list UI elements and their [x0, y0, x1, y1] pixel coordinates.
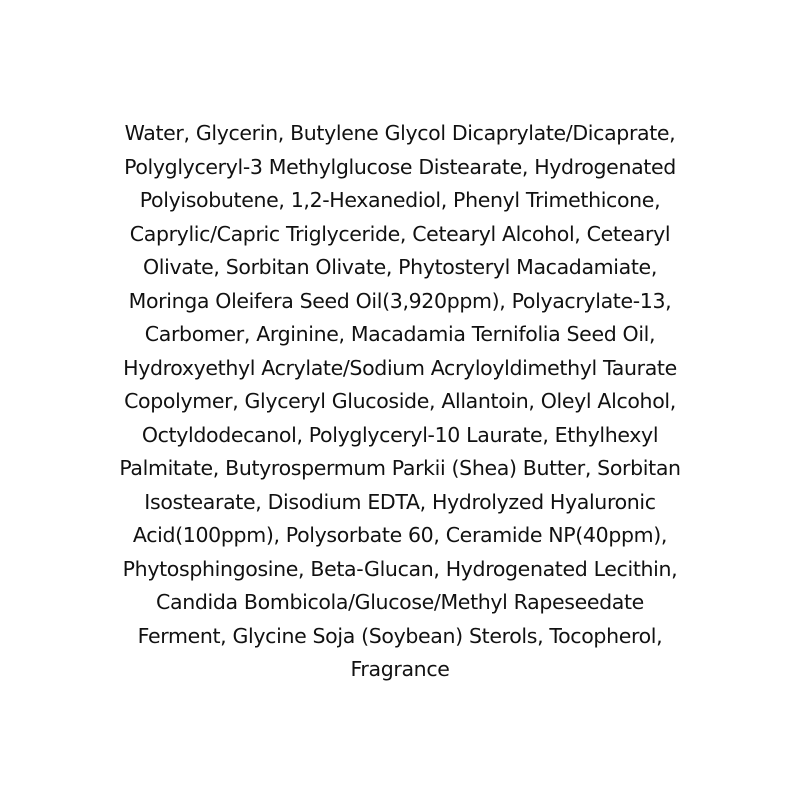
ingredient-line: Ferment, Glycine Soja (Soybean) Sterols, Tocopherol,: [137, 623, 663, 648]
ingredient-line: Candida Bombicola/Glucose/Methyl Rapeseedate: [156, 590, 644, 614]
ingredient-line: Isostearate, Disodium EDTA, Hydrolyzed Hyaluronic: [144, 489, 656, 514]
ingredient-line: Hydroxyethyl Acrylate/Sodium Acryloyldimethyl Taurate: [123, 355, 677, 380]
ingredient-line: Carbomer, Arginine, Macadamia Ternifolia Seed Oil,: [144, 322, 656, 346]
ingredient-line: Phytosphingosine, Beta-Glucan, Hydrogenated Lecithin,: [122, 556, 678, 581]
ingredient-line: Moringa Oleifera Seed Oil(3,920ppm), Polyacrylate-13,: [128, 288, 672, 313]
ingredient-line: Polyglyceryl-3 Methylglucose Distearate, Hydrogenated: [124, 154, 676, 179]
ingredient-list: [60, 117, 740, 687]
ingredient-line: Fragrance: [350, 657, 450, 681]
ingredient-line: Palmitate, Butyrospermum Parkii (Shea) Butter, Sorbitan: [119, 456, 681, 480]
ingredient-line: Olivate, Sorbitan Olivate, Phytosteryl Macadamiate,: [143, 255, 657, 279]
ingredient-line: Acid(100ppm), Polysorbate 60, Ceramide NP(40ppm),: [132, 523, 668, 547]
ingredient-line: Water, Glycerin, Butylene Glycol Dicaprylate/Dicaprate,: [124, 121, 676, 145]
ingredient-line: Copolymer, Glyceryl Glucoside, Allantoin, Oleyl Alcohol,: [124, 389, 676, 413]
ingredient-line: Octyldodecanol, Polyglyceryl-10 Laurate, Ethylhexyl: [141, 422, 659, 447]
ingredient-line: Caprylic/Capric Triglyceride, Cetearyl Alcohol, Cetearyl: [129, 221, 671, 246]
ingredient-line: Polyisobutene, 1,2-Hexanediol, Phenyl Trimethicone,: [139, 188, 661, 212]
